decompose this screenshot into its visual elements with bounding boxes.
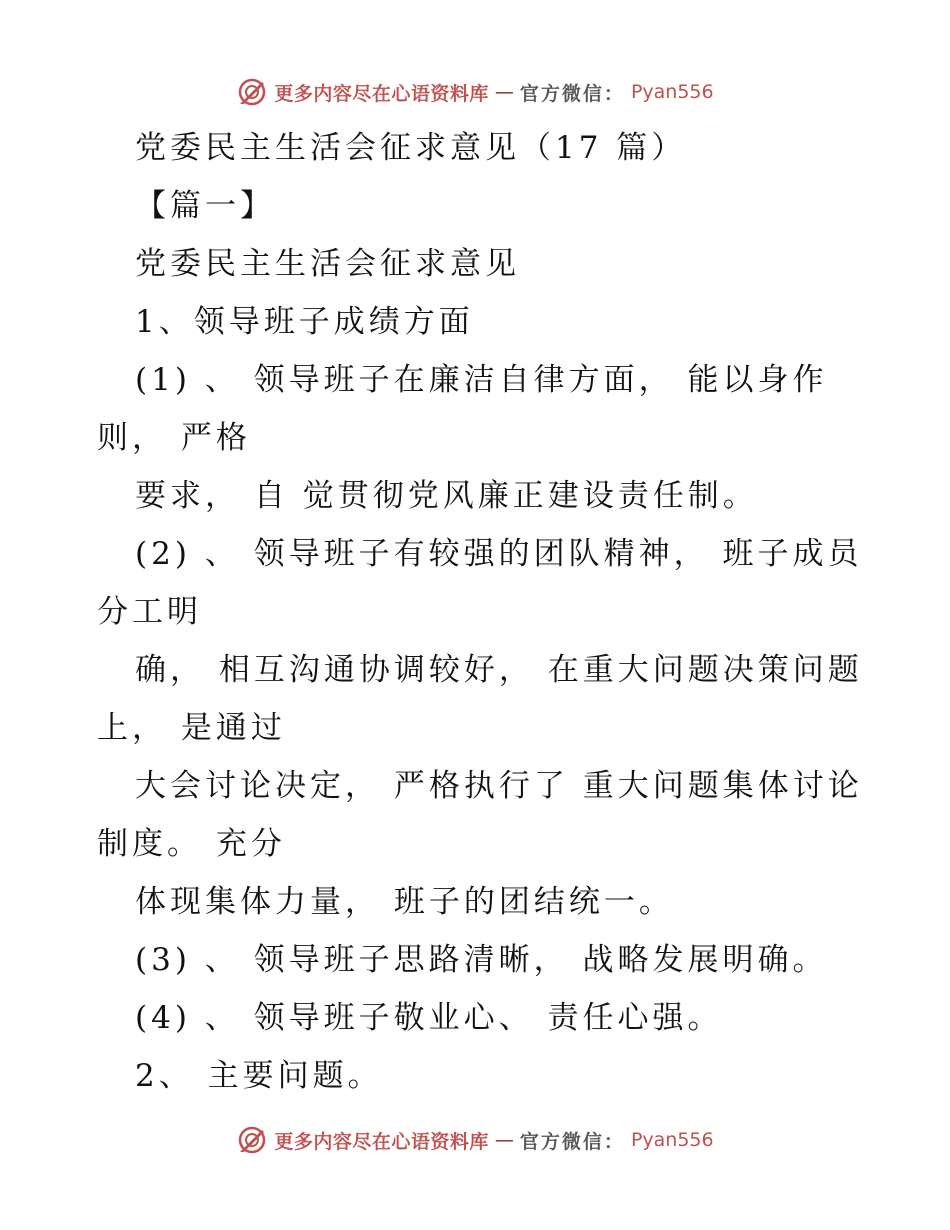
- text-line: 确， 相互沟通协调较好， 在重大问题决策问题: [135, 652, 863, 688]
- text-line: (1) 、 领导班子在廉洁自律方面， 能以身作: [135, 362, 828, 398]
- pen-logo-icon: [236, 1124, 268, 1156]
- watermark-brand: 官方微信：: [519, 82, 625, 105]
- watermark-id: Pyan556: [630, 81, 714, 103]
- document-title: 党委民主生活会征求意见（17 篇）: [135, 130, 687, 166]
- text-line: 则， 严格: [97, 420, 251, 456]
- pen-logo-icon: [236, 76, 268, 108]
- watermark-separator: —: [494, 1129, 514, 1151]
- watermark-footer: [0, 1120, 950, 1160]
- text-line: (3) 、 领导班子思路清晰， 战略发展明确。: [135, 942, 828, 978]
- text-line: 2、 主要问题。: [135, 1058, 383, 1094]
- watermark-text: 更多内容尽在心语资料库: [274, 1130, 489, 1153]
- watermark-id: Pyan556: [630, 1129, 714, 1151]
- watermark-text: 更多内容尽在心语资料库: [274, 82, 489, 105]
- document-subtitle: 党委民主生活会征求意见: [135, 246, 520, 282]
- text-line: (2) 、 领导班子有较强的团队精神， 班子成员: [135, 536, 863, 572]
- watermark-brand: 官方微信：: [519, 1130, 625, 1153]
- text-line: 分工明: [97, 594, 202, 630]
- section-heading: 【篇一】: [135, 188, 275, 224]
- text-line: 要求， 自 觉贯彻党风廉正建设责任制。: [135, 478, 758, 514]
- text-line: 大会讨论决定， 严格执行了 重大问题集体讨论: [135, 768, 863, 804]
- watermark-header: [0, 72, 950, 112]
- text-line: (4) 、 领导班子敬业心、 责任心强。: [135, 1000, 723, 1036]
- text-line: 制度。 充分: [97, 826, 286, 862]
- text-line: 1、领导班子成绩方面: [135, 304, 474, 340]
- watermark-separator: —: [494, 81, 514, 103]
- text-line: 体现集体力量， 班子的团结统一。: [135, 884, 674, 920]
- text-line: 上， 是通过: [97, 710, 286, 746]
